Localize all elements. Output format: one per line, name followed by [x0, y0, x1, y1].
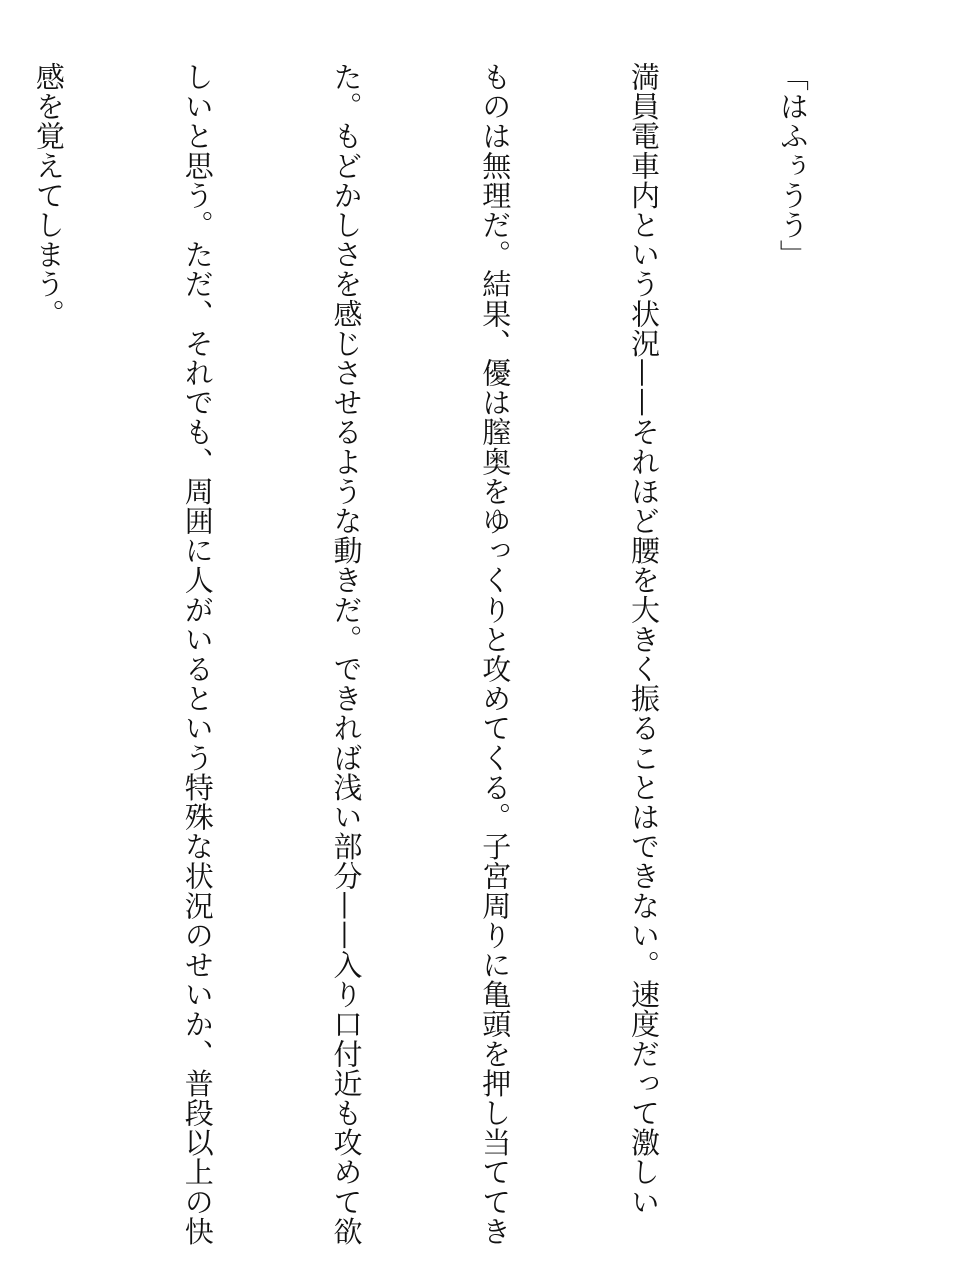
- text-line: しいと思う。ただ、それでも、周囲に人がいるという特殊な状況のせいか、普段以上の快: [180, 62, 215, 1246]
- text-line: 「はふぅうう」: [775, 62, 810, 270]
- text-line: ものは無理だ。結果、優は膣奥をゆっくりと攻めてくる。子宮周りに亀頭を押し当ててき: [478, 62, 513, 1246]
- text-line: た。もどかしさを感じさせるような動きだ。できれば浅い部分——入り口付近も攻めて欲: [329, 62, 364, 1246]
- text-line: 満員電車内という状況——それほど腰を大きく振ることはできない。速度だって激しい: [627, 62, 662, 1217]
- text-line: 感を覚えてしまう。: [31, 62, 66, 329]
- vertical-text-body: [0, 62, 916, 1246]
